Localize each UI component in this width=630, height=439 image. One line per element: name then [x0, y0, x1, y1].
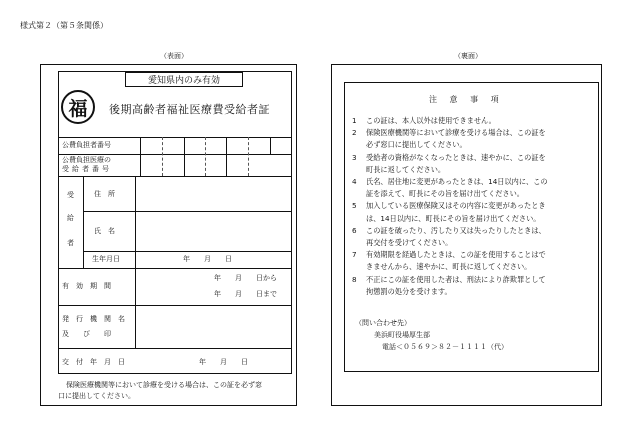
contact-label: （問い合わせ先）: [355, 319, 411, 327]
front-card-inner-frame: [58, 71, 292, 374]
note-item: 7 有効期限を経過したときは、この証を使用することはで きませんから、速やかに、町長に返してください。: [352, 250, 546, 272]
note-item: 2 保険医療機関等において診療を受ける場合は、この証を 必ず窓口に提出してください。: [352, 128, 546, 150]
row-divider: [83, 251, 292, 252]
birthdate-value: 年 月 日: [183, 255, 232, 263]
row-divider: [58, 176, 292, 177]
column-divider: [83, 176, 84, 268]
payer-number-label: 公費負担者番号: [62, 141, 111, 149]
seal-character: 福: [68, 97, 88, 120]
column-divider: [140, 137, 141, 176]
notes-title: 注 意 事 項: [429, 95, 504, 104]
issue-date-label: 交 付 年 月 日: [62, 358, 125, 366]
recipient-group-char: 受: [67, 191, 74, 199]
digit-box-divider: [162, 137, 163, 176]
issuer-label-line2: 及 び 印: [62, 330, 111, 338]
prefecture-only-text: 愛知県内のみ有効: [147, 76, 220, 86]
validity-label: 有 効 期 間: [62, 282, 111, 290]
digit-box-divider: [270, 137, 271, 154]
contact-phone: 電話＜０５６９＞８２－１１１１（代）: [382, 343, 508, 351]
issuer-label-line1: 発 行 機 関 名: [62, 315, 125, 323]
row-divider: [58, 137, 292, 138]
form-number-label: 様式第２（第５条関係）: [20, 21, 108, 30]
welfare-seal-icon: [61, 90, 95, 124]
column-divider: [135, 176, 136, 348]
note-item: 6 この証を破ったり、汚したり又は失ったりしたときは、 再交付を受けてください。: [352, 225, 546, 248]
validity-to: 年 月 日まで: [214, 290, 277, 298]
row-divider: [58, 305, 292, 306]
back-caption: （裏面）: [454, 52, 482, 60]
contact-department: 美浜町役場厚生部: [374, 331, 430, 339]
digit-box-divider: [205, 137, 206, 176]
note-item: 3 受給者の資格がなくなったときは、速やかに、この証を 町長に返してください。: [352, 152, 546, 174]
digit-box-divider: [226, 137, 227, 176]
recipient-number-label-line2: 受給者番号: [62, 165, 112, 173]
recipient-number-label-line1: 公費負担医療の: [62, 156, 111, 164]
name-label: 氏 名: [94, 227, 115, 235]
note-item: 4 氏名、居住地に変更があったときは、14日以内に、この 証を添えて、町長にその旨を届け出てください。: [352, 177, 548, 199]
front-footer-line2: 口に提出してください。: [58, 392, 135, 400]
address-label: 住 所: [94, 190, 115, 198]
front-footer-line1: 保険医療機関等において診療を受ける場合は、この証を必ず窓: [66, 381, 262, 389]
row-divider: [58, 268, 292, 269]
prefecture-only-badge: [125, 72, 243, 87]
row-divider: [58, 154, 292, 155]
row-divider: [83, 211, 292, 212]
notes-list: [352, 115, 548, 298]
birthdate-label: 生年月日: [92, 255, 120, 263]
front-caption: （表面）: [160, 52, 188, 60]
recipient-group-char: 給: [67, 214, 74, 222]
note-item: 5 加入している医療保険又はその内容に変更があったとき は、14日以内に、町長にその旨を届け出てください。: [352, 201, 546, 223]
note-item: 1 この証は、本人以外は使用できません。: [352, 116, 496, 125]
issue-date-value: 年 月 日: [199, 358, 248, 366]
row-divider: [58, 348, 292, 349]
recipient-group-char: 者: [67, 239, 74, 247]
digit-box-divider: [184, 137, 185, 176]
card-title: 後期高齢者福祉医療費受給者証: [109, 103, 270, 116]
digit-box-divider: [248, 137, 249, 176]
validity-from: 年 月 日から: [214, 274, 277, 282]
note-item: 8 不正にこの証を使用した者は、刑法により詐欺罪として 拘懲罰の処分を受けます。: [352, 274, 546, 296]
